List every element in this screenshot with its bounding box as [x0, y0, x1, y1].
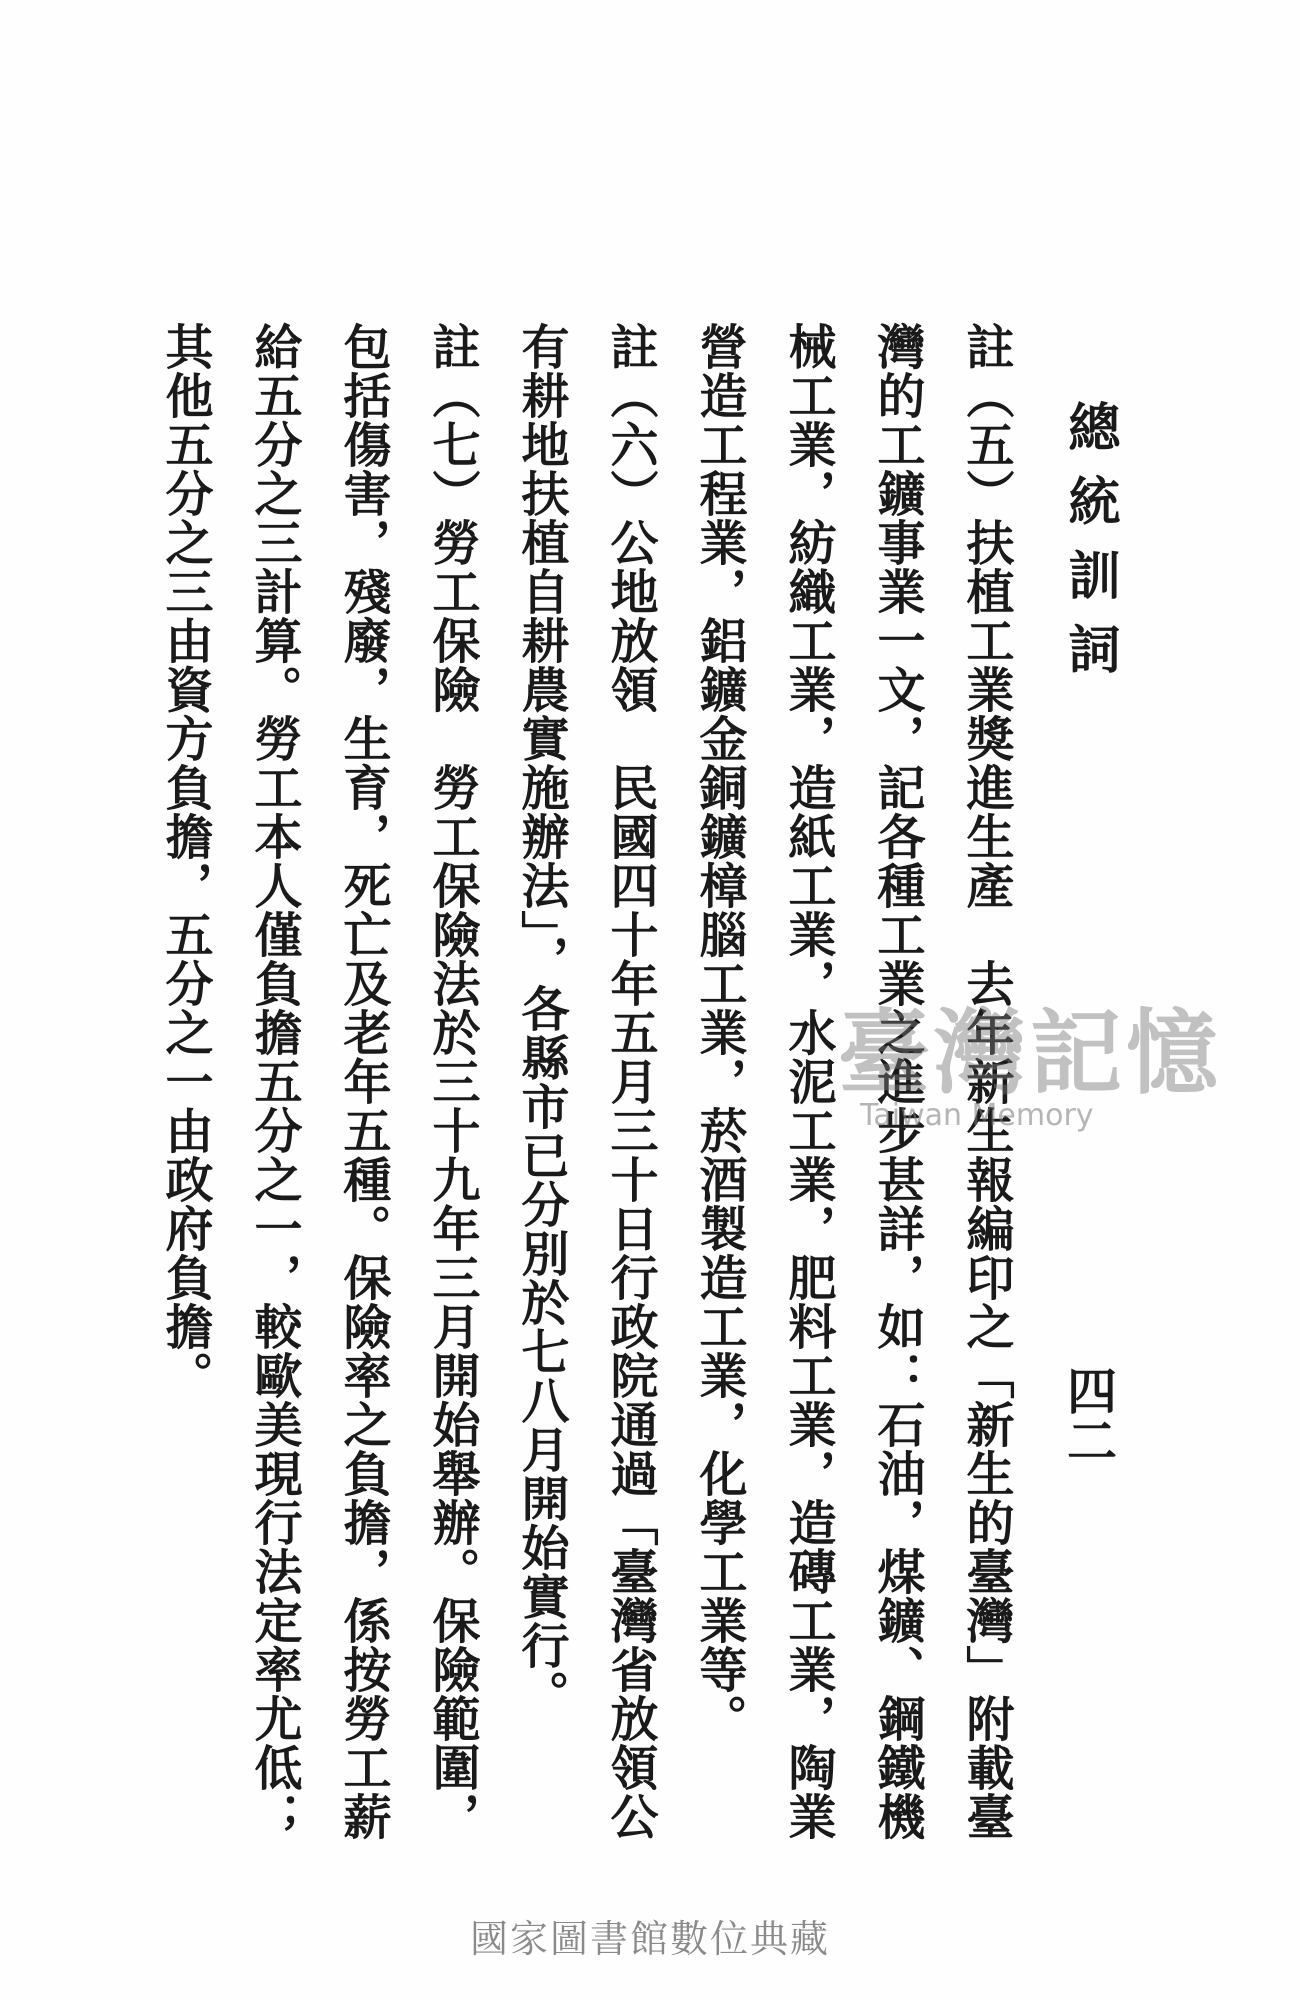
- note-6-head: 註（六）: [602, 322, 658, 518]
- watermark-subtitle: Taiwan Memory: [860, 1098, 1094, 1133]
- note-6-text: 公地放領 民國四十年五月三十日行政院通過「臺灣省放領公有耕地扶植自耕農實施辦法」，各縣市已分別於七八月開始實行。: [513, 322, 658, 1841]
- note-7: [140, 322, 496, 1882]
- note-7-text: 勞工保險 勞工保險法於三十九年三月開始舉辦。保險範圍，包括傷害，殘廢，生育，死亡及老年五種。保險率之負擔，係按勞工薪給五分之三計算。勞工本人僅負擔五分之一，較歐美現行法定率尤低；其他五分之三由資方負擔，五分之一由政府負擔。: [157, 322, 480, 1841]
- watermark-logo: 臺灣記憶: [838, 999, 1223, 1107]
- note-5-text: 扶植工業獎進生產 去年新生報編印之「新生的臺灣」附載臺灣的工鑛事業一文，記各種工業之進步甚詳，如：石油，煤鑛、鋼鐵機械工業，紡織工業，造紙工業，水泥工業，肥料工業，造磚工業，陶業營造工程業，鋁鑛金銅鑛樟腦工業，菸酒製造工業，化學工業等。: [691, 322, 1014, 1841]
- note-7-head: 註（七）: [424, 322, 480, 518]
- footer-credit: 國家圖書館數位典藏: [469, 1917, 830, 1961]
- page-number: 四二: [1059, 1365, 1118, 1465]
- running-title: 總統訓詞: [1059, 400, 1120, 696]
- note-6: [496, 322, 674, 1882]
- note-5-head: 註（五）: [958, 322, 1014, 518]
